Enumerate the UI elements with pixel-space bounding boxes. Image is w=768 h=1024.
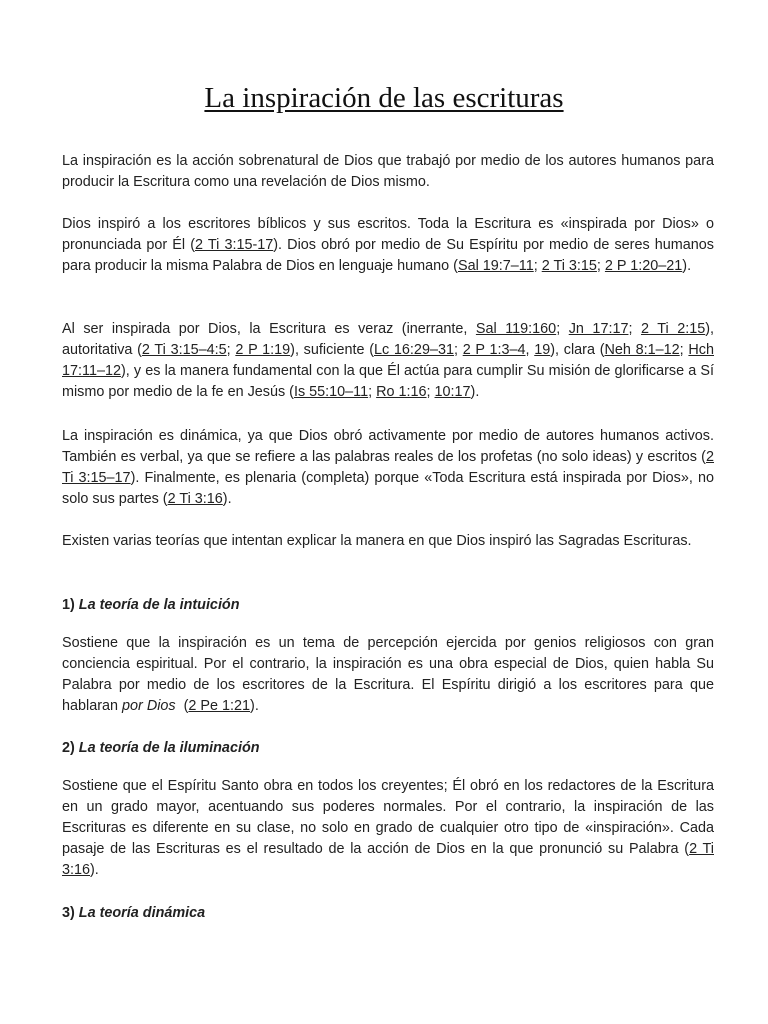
emphasis-text: por Dios	[122, 698, 176, 714]
section-heading-intuition	[62, 595, 714, 616]
heading-label: La teoría de la intuición	[78, 597, 240, 613]
scripture-reference-link[interactable]: 2 Ti 2:15	[640, 321, 706, 337]
paragraph-theories	[62, 531, 714, 552]
paragraph-text: Sostiene que el Espíritu Santo obra en todos los creyentes; Él obró en los redactores de la Escritura en un grado mayor, acentuando sus poderes normales. Por el contrario, la inspiración de las Escrituras es diferente en su clase, no solo en grado de cualquier otro tipo de «inspiración». Cada pasaje de las Escrituras es el resultado de la acción de Dios en la que pronunció su Palabra (	[62, 778, 714, 857]
separator: ;	[426, 384, 435, 400]
scripture-reference-link[interactable]: 2 P 1:19	[235, 342, 291, 358]
paragraph-text: ).	[250, 698, 259, 714]
paragraph-text: ), y es la manera fundamental con la que Él actúa para cumplir Su misión de glorificarse a Sí mismo por medio de la fe en Jesús (	[62, 363, 714, 400]
paragraph-text: ).	[222, 491, 232, 507]
paragraph-text: ). Finalmente, es plenaria (completa) porque «Toda Escritura está inspirada por Dios», no solo sus partes (	[62, 470, 714, 507]
paragraph-text: ), autoritativa (	[62, 321, 715, 358]
heading-number: 2)	[62, 740, 79, 756]
paragraph-dynamic	[62, 426, 714, 510]
scripture-reference-link[interactable]: 2 Ti 3:15–4:5	[141, 342, 227, 358]
heading-label: La teoría de la iluminación	[78, 740, 260, 756]
separator: ;	[596, 258, 605, 274]
paragraph-intro	[62, 151, 714, 193]
scripture-reference-link[interactable]: Neh 8:1–12	[604, 342, 680, 358]
scripture-reference-link[interactable]: 2 Ti 3:15	[541, 258, 597, 274]
separator: ,	[525, 342, 535, 358]
scripture-reference-link[interactable]: Jn 17:17	[568, 321, 629, 337]
scripture-reference-link[interactable]: 2 Ti 3:15–17	[62, 449, 714, 486]
scripture-reference-link[interactable]: 2 Ti 3:15-17	[195, 237, 274, 253]
section-heading-illumination	[62, 738, 714, 759]
scripture-reference-link[interactable]: 2 Ti 3:16	[167, 491, 223, 507]
separator: ;	[533, 258, 542, 274]
separator: ;	[679, 342, 689, 358]
separator: ;	[453, 342, 463, 358]
paragraph-text: (	[175, 698, 189, 714]
paragraph-text: Sostiene que la inspiración es un tema de percepción ejercida por genios religiosos con gran conciencia espiritual. Por el contrario, la inspiración es una obra especial de Dios, quien habla Su Palabra por medio de los escritores de la Escritura. El Espíritu dirigió a los escritores para que hablaran	[62, 635, 714, 714]
separator: ;	[556, 321, 569, 337]
scripture-reference-link[interactable]: 19	[534, 342, 551, 358]
paragraph-text: ). Dios obró por medio de Su Espíritu por medio de seres humanos para producir la misma Palabra de Dios en lenguaje humano (	[62, 237, 714, 274]
separator: ;	[226, 342, 236, 358]
paragraph-text: ).	[682, 258, 692, 274]
paragraph-text: ).	[90, 862, 99, 878]
scripture-reference-link[interactable]: Ro 1:16	[376, 384, 427, 400]
paragraph-inspired	[62, 214, 714, 277]
separator: ;	[368, 384, 377, 400]
scripture-reference-link[interactable]: Is 55:10–11	[293, 384, 369, 400]
heading-label: La teoría dinámica	[78, 905, 206, 921]
paragraph-text: Dios inspiró a los escritores bíblicos y sus escritos. Toda la Escritura es «inspirada por Dios» o pronunciada por Él (	[62, 216, 714, 253]
scripture-reference-link[interactable]: Hch 17:11–12	[62, 342, 714, 379]
scripture-reference-link[interactable]: 2 Ti 3:16	[62, 841, 714, 878]
scripture-reference-link[interactable]: Sal 119:160	[475, 321, 557, 337]
paragraph-text: ).	[470, 384, 480, 400]
paragraph-text: ), suficiente (	[290, 342, 374, 358]
separator: ;	[628, 321, 641, 337]
paragraph-text: ), clara (	[550, 342, 605, 358]
paragraph-text: La inspiración es dinámica, ya que Dios obró activamente por medio de autores humanos activos. También es verbal, ya que se refiere a las palabras reales de los profetas (no solo ideas) y escritos (	[62, 428, 714, 465]
paragraph-text: La inspiración es la acción sobrenatural de Dios que trabajó por medio de los autores humanos para producir la Escritura como una revelación de Dios mismo.	[62, 153, 714, 190]
paragraph-text: Al ser inspirada por Dios, la Escritura es veraz (inerrante,	[62, 321, 476, 337]
scripture-reference-link[interactable]: 10:17	[434, 384, 471, 400]
paragraph-intuition	[62, 633, 714, 717]
paragraph-illumination	[62, 776, 714, 881]
scripture-reference-link[interactable]: 2 P 1:20–21	[604, 258, 683, 274]
section-heading-dynamic	[62, 903, 714, 924]
paragraph-text: Existen varias teorías que intentan explicar la manera en que Dios inspiró las Sagradas Escrituras.	[62, 533, 692, 549]
scripture-reference-link[interactable]: Lc 16:29–31	[374, 342, 454, 358]
scripture-reference-link[interactable]: 2 P 1:3–4	[462, 342, 526, 358]
title-text: La inspiración de las escrituras	[204, 82, 564, 114]
page-title	[0, 82, 768, 115]
paragraph-attributes	[62, 319, 714, 403]
heading-number: 3)	[62, 905, 79, 921]
heading-number: 1)	[62, 597, 79, 613]
scripture-reference-link[interactable]: Sal 19:7–11	[457, 258, 534, 274]
scripture-reference-link[interactable]: 2 Pe 1:21	[188, 698, 251, 714]
